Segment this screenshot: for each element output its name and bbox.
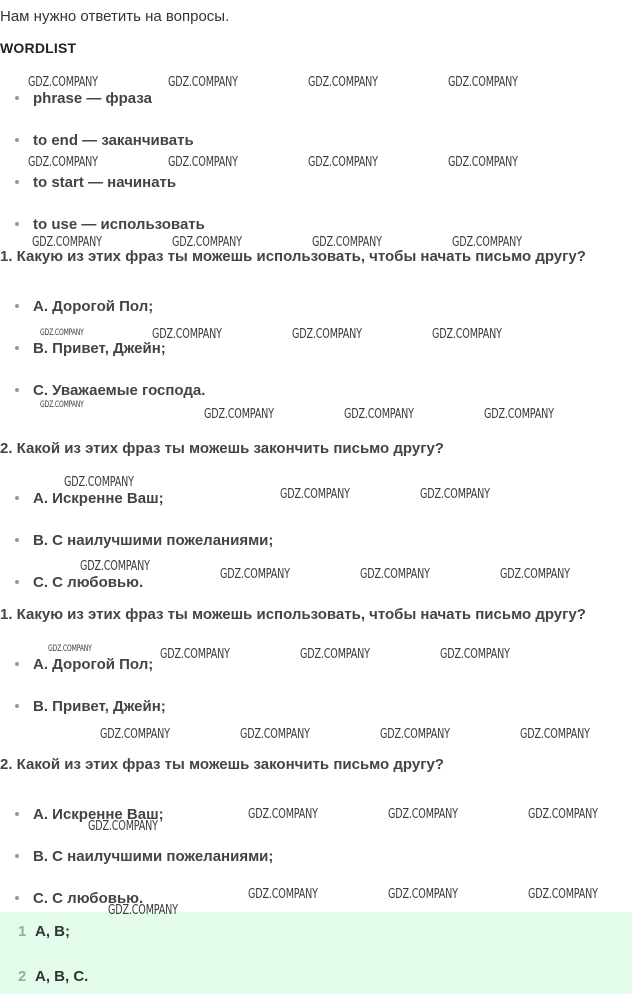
watermark: GDZ.COMPANY: [168, 75, 238, 90]
watermark: GDZ.COMPANY: [380, 727, 450, 742]
intro-text: Нам нужно ответить на вопросы.: [0, 8, 230, 25]
question: 2. Какой из этих фраз ты можешь закончить письмо другу?: [0, 440, 444, 457]
watermark: GDZ.COMPANY: [64, 475, 134, 490]
option-item: [15, 532, 273, 549]
option-text: C. С любовью.: [33, 890, 144, 907]
watermark: GDZ.COMPANY: [452, 235, 522, 250]
option-item: [15, 382, 205, 399]
bullet-dot-icon: [15, 222, 19, 226]
watermark: GDZ.COMPANY: [172, 235, 242, 250]
wordlist-title: WORDLIST: [0, 40, 77, 56]
watermark: GDZ.COMPANY: [448, 75, 518, 90]
watermark: GDZ.COMPANY: [152, 327, 222, 342]
watermark: GDZ.COMPANY: [28, 155, 98, 170]
watermark: GDZ.COMPANY: [160, 647, 230, 662]
watermark: GDZ.COMPANY: [204, 407, 274, 422]
watermark: GDZ.COMPANY: [40, 328, 84, 338]
option-item: [15, 574, 143, 591]
option-text: B. С наилучшими пожеланиями;: [33, 848, 274, 865]
watermark: GDZ.COMPANY: [32, 235, 102, 250]
option-item: [15, 298, 153, 315]
watermark: GDZ.COMPANY: [108, 903, 178, 918]
watermark: GDZ.COMPANY: [308, 155, 378, 170]
wordlist-item: [15, 90, 152, 107]
answer-text: A, B;: [35, 923, 70, 940]
answer-text: A, B, C.: [35, 968, 89, 985]
bullet-dot-icon: [15, 812, 19, 816]
wordlist-item-text: to end — заканчивать: [33, 132, 194, 149]
bullet-dot-icon: [15, 854, 19, 858]
watermark: GDZ.COMPANY: [360, 567, 430, 582]
bullet-dot-icon: [15, 138, 19, 142]
wordlist-item-text: to use — использовать: [33, 216, 205, 233]
watermark: GDZ.COMPANY: [88, 819, 158, 834]
option-text: A. Дорогой Пол;: [33, 298, 154, 315]
option-text: B. С наилучшими пожеланиями;: [33, 532, 274, 549]
bullet-dot-icon: [15, 538, 19, 542]
watermark: GDZ.COMPANY: [80, 559, 150, 574]
option-text: B. Привет, Джейн;: [33, 340, 166, 357]
watermark: GDZ.COMPANY: [308, 75, 378, 90]
option-text: B. Привет, Джейн;: [33, 698, 166, 715]
watermark: GDZ.COMPANY: [500, 567, 570, 582]
wordlist-item-text: phrase — фраза: [33, 90, 152, 107]
watermark: GDZ.COMPANY: [248, 807, 318, 822]
watermark: GDZ.COMPANY: [312, 235, 382, 250]
watermark: GDZ.COMPANY: [292, 327, 362, 342]
answer-row: [18, 968, 88, 985]
option-item: [15, 698, 166, 715]
watermark: GDZ.COMPANY: [528, 807, 598, 822]
bullet-dot-icon: [15, 496, 19, 500]
wordlist-item: [15, 216, 205, 233]
watermark: GDZ.COMPANY: [420, 487, 490, 502]
bullet-dot-icon: [15, 580, 19, 584]
bullet-dot-icon: [15, 96, 19, 100]
answers-box: [0, 912, 632, 994]
watermark: GDZ.COMPANY: [100, 727, 170, 742]
option-item: [15, 806, 164, 823]
bullet-dot-icon: [15, 704, 19, 708]
watermark: GDZ.COMPANY: [300, 647, 370, 662]
watermark: GDZ.COMPANY: [388, 807, 458, 822]
bullet-dot-icon: [15, 896, 19, 900]
option-item: [15, 890, 143, 907]
bullet-dot-icon: [15, 180, 19, 184]
option-text: C. С любовью.: [33, 574, 144, 591]
watermark: GDZ.COMPANY: [48, 644, 92, 654]
bullet-dot-icon: [15, 662, 19, 666]
watermark: GDZ.COMPANY: [448, 155, 518, 170]
option-text: A. Искренне Ваш;: [33, 490, 164, 507]
bullet-dot-icon: [15, 388, 19, 392]
option-item: [15, 490, 164, 507]
bullet-dot-icon: [15, 346, 19, 350]
watermark: GDZ.COMPANY: [432, 327, 502, 342]
wordlist-item: [15, 174, 176, 191]
watermark: GDZ.COMPANY: [528, 887, 598, 902]
watermark: GDZ.COMPANY: [280, 487, 350, 502]
watermark: GDZ.COMPANY: [388, 887, 458, 902]
wordlist-item: [15, 132, 194, 149]
question: 2. Какой из этих фраз ты можешь закончить письмо другу?: [0, 756, 444, 773]
answer-number: 1: [18, 923, 27, 940]
watermark: GDZ.COMPANY: [520, 727, 590, 742]
watermark: GDZ.COMPANY: [220, 567, 290, 582]
watermark: GDZ.COMPANY: [484, 407, 554, 422]
option-item: [15, 340, 166, 357]
watermark: GDZ.COMPANY: [40, 400, 84, 410]
watermark: GDZ.COMPANY: [28, 75, 98, 90]
option-text: A. Искренне Ваш;: [33, 806, 164, 823]
wordlist-item-text: to start — начинать: [33, 174, 177, 191]
question: 1. Какую из этих фраз ты можешь использовать, чтобы начать письмо другу?: [0, 248, 586, 265]
watermark: GDZ.COMPANY: [344, 407, 414, 422]
answer-number: 2: [18, 968, 27, 985]
option-item: [15, 656, 153, 673]
answer-row: [18, 923, 70, 940]
bullet-dot-icon: [15, 304, 19, 308]
watermark: GDZ.COMPANY: [248, 887, 318, 902]
watermark: GDZ.COMPANY: [168, 155, 238, 170]
option-item: [15, 848, 273, 865]
option-text: A. Дорогой Пол;: [33, 656, 154, 673]
question: 1. Какую из этих фраз ты можешь использовать, чтобы начать письмо другу?: [0, 606, 586, 623]
option-text: C. Уважаемые господа.: [33, 382, 206, 399]
watermark: GDZ.COMPANY: [440, 647, 510, 662]
watermark: GDZ.COMPANY: [240, 727, 310, 742]
